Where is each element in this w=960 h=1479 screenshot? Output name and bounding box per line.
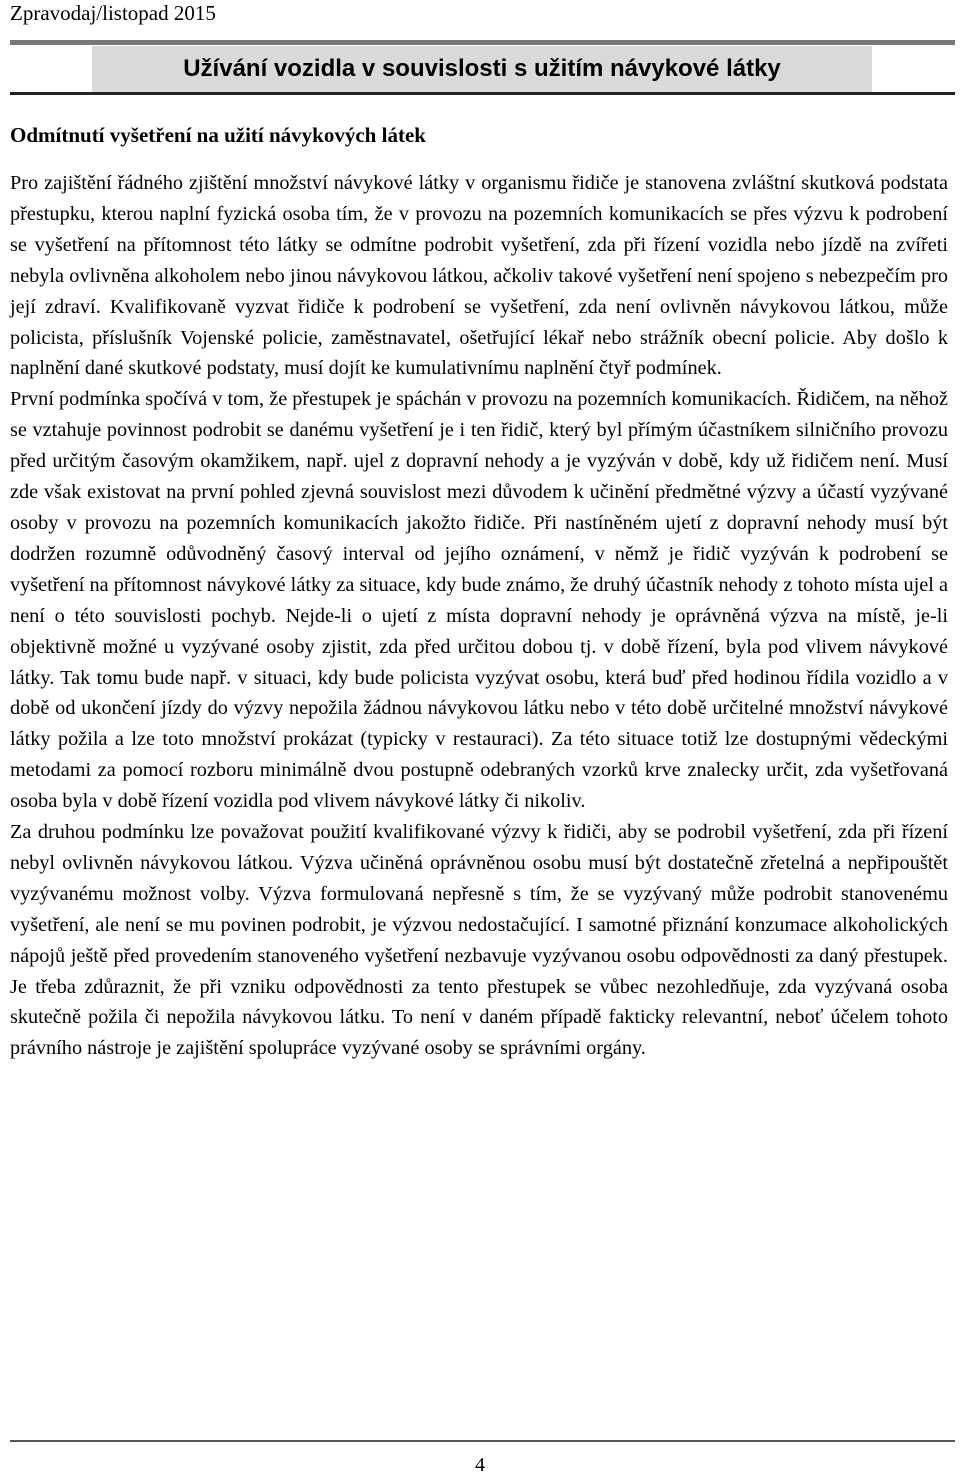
footer-rule <box>10 1440 955 1442</box>
article-body <box>10 168 948 1064</box>
header-rule <box>10 40 955 45</box>
paragraph: Za druhou podmínku lze považovat použití kvalifikované výzvy k řidiči, aby se podrobil vyšetření, zda při řízení nebyl ovlivněn návykovou látkou. Výzva učiněná oprávněnou osobu musí být dostatečně zřetelná a nepřipouštět vyzývanému možnost volby. Výzva formulovaná nepřesně s tím, že se vyzývaný může podrobit stanovenému vyšetření, ale není se mu povinen podrobit, je výzvou nedostačující. I samotné přiznání konzumace alkoholických nápojů ještě před provedením stanoveného vyšetření nezbavuje vyzývanou osobu odpovědnosti za daný přestupek. Je třeba zdůraznit, že při vzniku odpovědnosti za tento přestupek se vůbec nezohledňuje, zda vyzývaná osoba skutečně požila či nepožila návykovou látku. To není v daném případě fakticky relevantní, neboť účelem tohoto právního nástroje je zajištění spolupráce vyzývané osoby se správními orgány. <box>10 821 948 1060</box>
paragraph: Pro zajištění řádného zjištění množství návykové látky v organismu řidiče je stanovena zvláštní skutková podstata přestupku, kterou naplní fyzická osoba tím, že v provozu na pozemních komunikacích se přes výzvu k podrobení se vyšetření na přítomnost této látky se odmítne podrobit vyšetření, zda při řízení vozidla nebo jízdě na zvířeti nebyla ovlivněna alkoholem nebo jinou návykovou látkou, ačkoliv takové vyšetření není spojeno s nebezpečím pro její zdraví. Kvalifikovaně vyzvat řidiče k podrobení se vyšetření, zda není ovlivněn návykovou látkou, může policista, příslušník Vojenské policie, zaměstnavatel, ošetřující lékař nebo strážník obecní policie. Aby došlo k naplnění dané skutkové podstaty, musí dojít ke kumulativnímu naplnění čtyř podmínek. <box>10 172 948 380</box>
page-number: 4 <box>475 1454 485 1476</box>
paragraph: První podmínka spočívá v tom, že přestupek je spáchán v provozu na pozemních komunikacích. Řidičem, na něhož se vztahuje povinnost podrobit se danému vyšetření je i ten řidič, který byl přímým účastníkem silničního provozu před určitým časovým okamžikem, např. ujel z dopravní nehody a je vyzýván v době, kdy už řidičem není. Musí zde však existovat na první pohled zjevná souvislost mezi důvodem k učinění předmětné výzvy a účastí vyzývané osoby v provozu na pozemních komunikacích jakožto řidiče. Při nastíněném ujetí z dopravní nehody musí být dodržen rozumně odůvodněný časový interval od jejího oznámení, v němž je řidič vyzýván k podrobení se vyšetření na přítomnost návykové látky za situace, kdy bude známo, že druhý účastník nehody z tohoto místa ujel a není o této souvislosti pochyb. Nejde-li o ujetí z místa dopravní nehody je oprávněná výzva na místě, je-li objektivně možné u vyzývané osoby zjistit, zda před určitou dobou tj. v době řízení, byla pod vlivem návykové látky. Tak tomu bude např. v situaci, kdy bude policista vyzývat osobu, která buď před hodinou řídila vozidlo a v době od ukončení jízdy do výzvy nepožila žádnou návykovou látku nebo v této době určitelné množství návykové látky požila a lze toto množství prokázat (typicky v restauraci). Za této situace totiž lze dostupnými vědeckými metodami za pomocí rozboru minimálně dvou postupně odebraných vzorků krve znalecky určit, zda vyšetřovaná osoba byla v době řízení vozidla pod vlivem návykové látky či nikoliv. <box>10 388 948 813</box>
section-heading: Odmítnutí vyšetření na užití návykových látek <box>10 123 426 147</box>
article-title-banner <box>92 46 872 92</box>
running-header: Zpravodaj/listopad 2015 <box>10 1 216 25</box>
article-title: Užívání vozidla v souvislosti s užitím návykové látky <box>183 55 781 82</box>
title-rule <box>10 92 955 95</box>
